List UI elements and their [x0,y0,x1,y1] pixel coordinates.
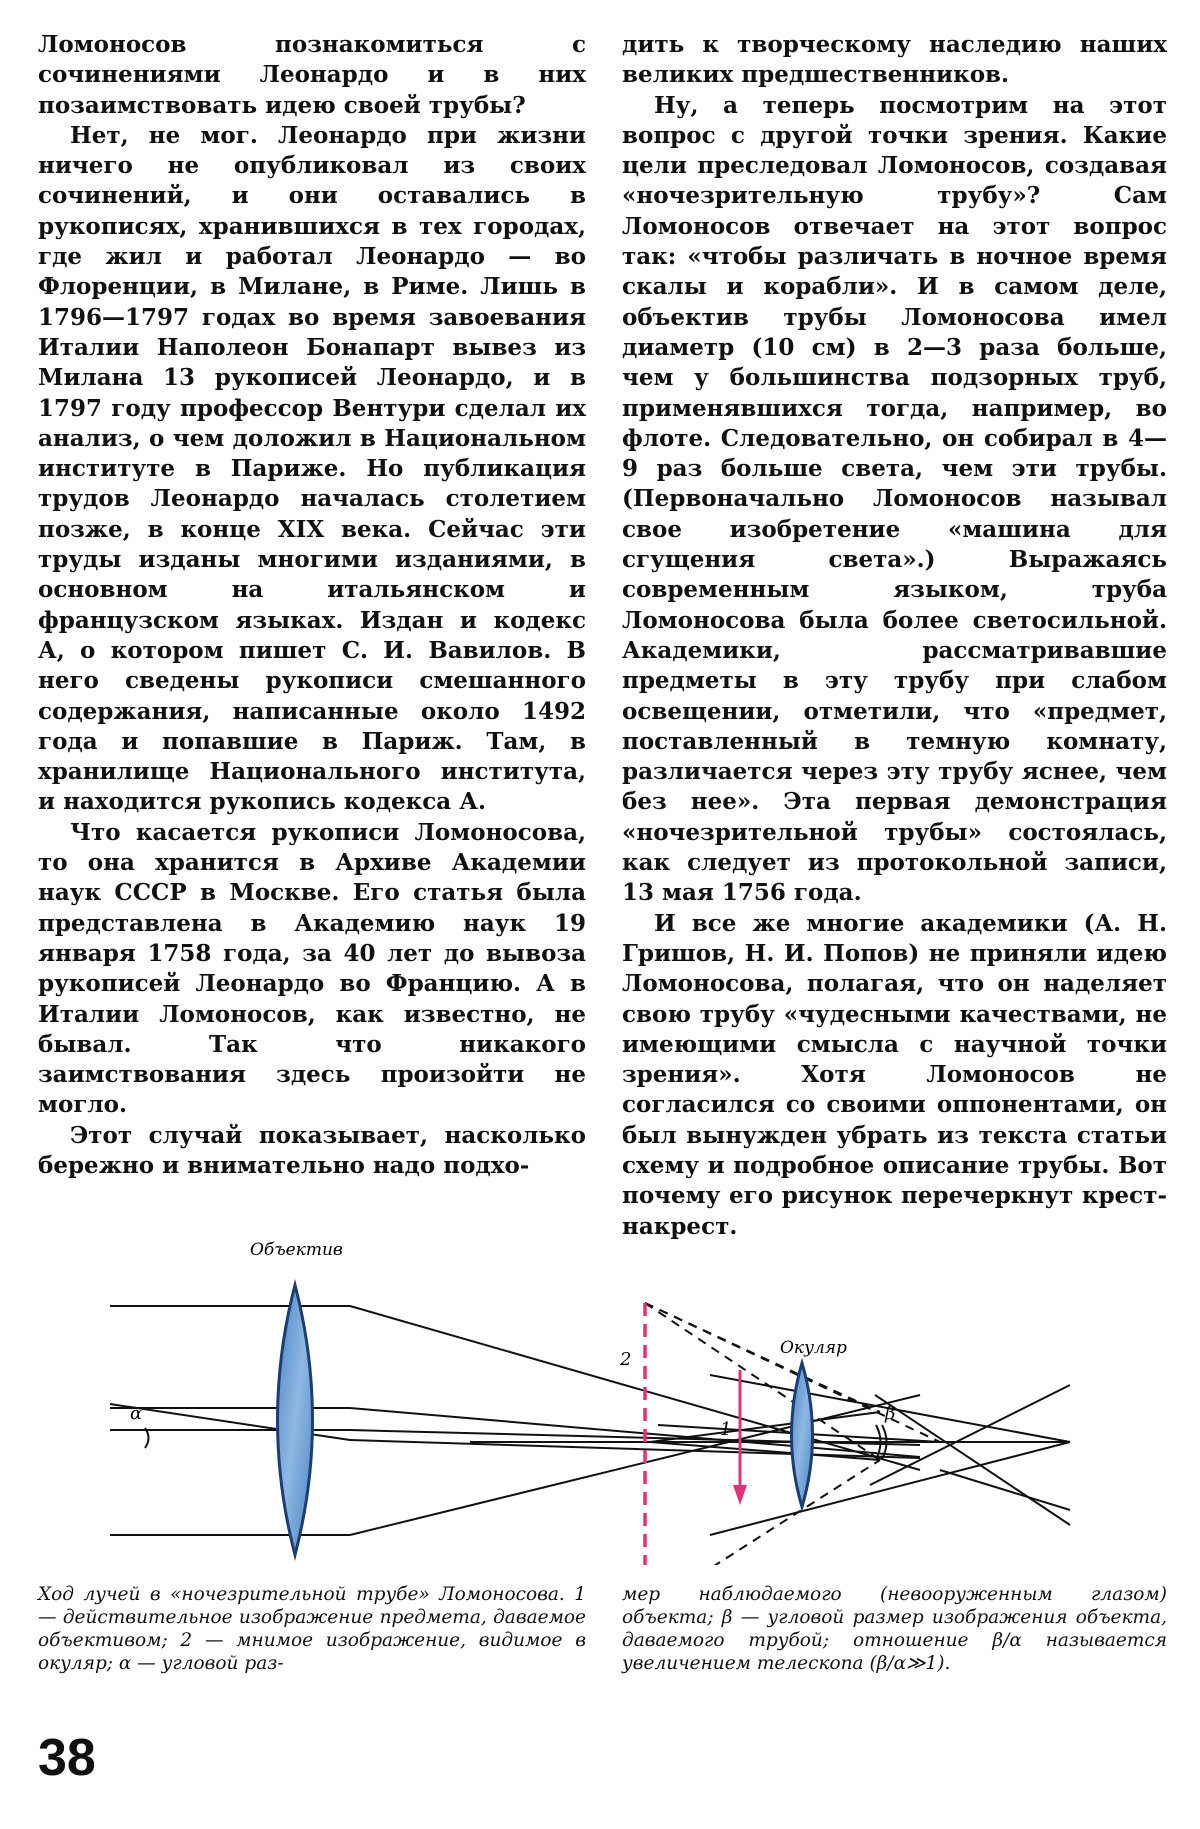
alpha-label: α [130,1403,143,1424]
figure-caption-left: Ход лучей в «ночезрительной трубе» Ломоносова. 1 — действительное изображение предмета, даваемое объективом; 2 — мнимое изображение, видимое в окуляр; α — угловой раз- [38,1584,586,1674]
image2-label: 2 [620,1349,632,1370]
eyepiece-label: Окуляр [780,1338,847,1358]
right-text-column [622,30,1167,1242]
ray-diagram [90,1235,1190,1565]
objective-rays [350,1306,1070,1535]
paragraph: И все же многие академики (А. Н. Гришов, Н. И. Попов) не приняли идею Ломоносова, полагая, что он наделяет свою трубу «чудесными качествами, не имеющими смысла с научной точки зрения». Хотя Ломоносов не согласился со своими оппонентами, он был вынужден убрать из текста статьи схему и подробное описание трубы. Вот почему его рисунок перечеркнут крест-накрест. [622,909,1167,1240]
left-text-column [38,30,586,1181]
paragraph: дить к творческому наследию наших великих предшественников. [622,31,1167,89]
eyepiece-rays [650,1375,1070,1535]
objective-lens [278,1285,313,1555]
beta-label: β [885,1403,896,1424]
image1-label: 1 [720,1419,732,1440]
paragraph: Ломоносов познакомиться с сочинениями Леонардо и в них позаимствовать идею своей трубы? [38,31,586,119]
objective-label: Объектив [250,1240,343,1260]
paragraph: Этот случай показывает, насколько бережно и внимательно надо подхо- [38,1121,586,1179]
page-number: 38 [38,1729,96,1787]
paragraph: Ну, а теперь посмотрим на этот вопрос с другой точки зрения. Какие цели преследовал Ломоносов, создавая «ночезрительную трубу»? Сам Ломоносов отвечает на этот вопрос так: «чтобы различать в ночное время скалы и корабли». И в самом деле, объектив трубы Ломоносова имел диаметр (10 см) в 2—3 раза больше, чем у большинства подзорных труб, применявшихся тогда, например, во флоте. Следовательно, он собирал в 4—9 раз больше света, чем эти трубы. (Первоначально Ломоносов называл свое изобретение «машина для сгущения света».) Выражаясь современным языком, труба Ломоносова была более светосильной. Академики, рассматривавшие предметы в эту трубу при слабом освещении, отметили, что «предмет, поставленный в темную комнату, различается через эту трубу яснее, чем без нее». Эта первая демонстрация «ночезрительной трубы» состоялась, как следует из протокольной записи, 13 мая 1756 года. [622,91,1167,907]
figure-caption-right: мер наблюдаемого (невооруженным глазом) объекта; β — угловой размер изображения объекта, даваемого трубой; отношение β/α называется увеличением телескопа (β/α≫1). [622,1584,1167,1674]
paragraph: Нет, не мог. Леонардо при жизни ничего не опубликовал из своих сочинений, и они оставались в рукописях, хранившихся в тех городах, где жил и работал Леонардо — во Флоренции, в Милане, в Риме. Лишь в 1796—1797 годах во время завоевания Италии Наполеон Бонапарт вывез из Милана 13 рукописей Леонардо, и в 1797 году профессор Вентури сделал их анализ, о чем доложил в Национальном институте в Париже. Но публикация трудов Леонардо началась столетием позже, в конце XIX века. Сейчас эти труды изданы многими изданиями, в основном на итальянском и французском языках. Издан и кодекс А, о котором пишет С. И. Вавилов. В него сведены рукописи смешанного содержания, написанные около 1492 года и попавшие в Париж. Там, в хранилище Национального института, и находится рукопись кодекса А. [38,121,586,816]
paragraph: Что касается рукописи Ломоносова, то она хранится в Архиве Академии наук СССР в Москве. Его статья была представлена в Академию наук 19 января 1758 года, за 40 лет до вывоза рукописей Леонардо во Францию. А в Италии Ломоносов, как известно, не бывал. Так что никакого заимствования здесь произойти не могло. [38,818,586,1119]
eyepiece-lens [792,1363,813,1507]
